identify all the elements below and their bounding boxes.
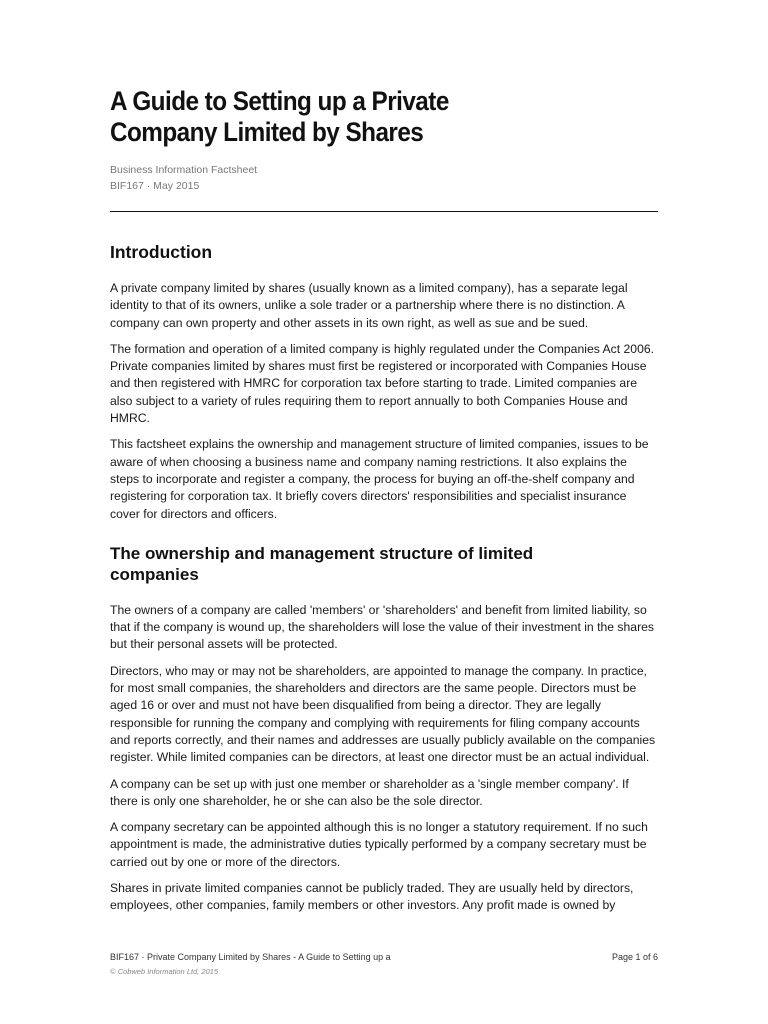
page-footer [110,951,658,976]
paragraph: This factsheet explains the ownership and management structure of limited companies, issues to be aware of when choosing a business name and company naming restrictions. It also explains the steps to incorporate and register a company, the process for buying an off-the-shelf company and registering for corporation tax. It briefly covers directors' responsibilities and specialist insurance cover for directors and officers. [110,437,649,521]
section-heading-introduction: Introduction [110,242,213,262]
page-number: Page 1 of 6 [611,952,658,962]
paragraph: The owners of a company are called 'members' or 'shareholders' and benefit from limited liability, so that if the company is wound up, the shareholders will lose the value of their investment in the shares but their personal assets will be protected. [110,602,654,652]
paragraph: A company can be set up with just one member or shareholder as a 'single member company'. If there is only one shareholder, he or she can also be the sole director. [110,776,629,808]
paragraph: Shares in private limited companies cannot be publicly traded. They are usually held by directors, employees, other companies, family members or other investors. Any profit made is owned by [110,881,634,913]
copyright-notice: © Cobweb Information Ltd, 2015 [110,967,219,976]
document-title [110,86,614,148]
document-reference-date: BIF167 · May 2015 [110,180,200,192]
title-divider [110,211,658,212]
paragraph: The formation and operation of a limited company is highly regulated under the Companies Act 2006. Private companies limited by shares must first be registered or incorporated with Companies House and then registered with HMRC for corporation tax before starting to trade. Limited companies are also subject to a variety of rules requiring them to report annually to both Companies House and HMRC. [110,341,655,426]
document-subtitle: Business Information Factsheet [110,164,258,176]
paragraph: Directors, who may or may not be shareholders, are appointed to manage the company. In practice, for most small companies, the shareholders and directors are the same people. Directors must be aged 16 or over and must not have been disqualified from being a director. They are legally responsible for running the company and complying with requirements for filing company accounts and reports correctly, and their names and addresses are usually publicly available on the companies register. While limited companies can be directors, at least one director must be an actual individual. [110,663,656,765]
document-meta [110,162,658,194]
document-title-line-1: A Guide to Setting up a Private [110,86,449,116]
section-heading-ownership: The ownership and management structure of limited companies [110,543,534,584]
footer-document-title: BIF167 · Private Company Limited by Shares - A Guide to Setting up a [110,952,391,962]
paragraph: A company secretary can be appointed although this is no longer a statutory requirement. If no such appointment is made, the administrative duties typically performed by a company secretary must be carried out by one or more of the directors. [110,820,648,869]
paragraph: A private company limited by shares (usually known as a limited company), has a separate legal identity to that of its owners, unlike a sole trader or a partnership where there is no distinction. A company can own property and other assets in its own right, as well as sue and be sued. [110,281,628,330]
document-title-line-2: Company Limited by Shares [110,117,424,147]
